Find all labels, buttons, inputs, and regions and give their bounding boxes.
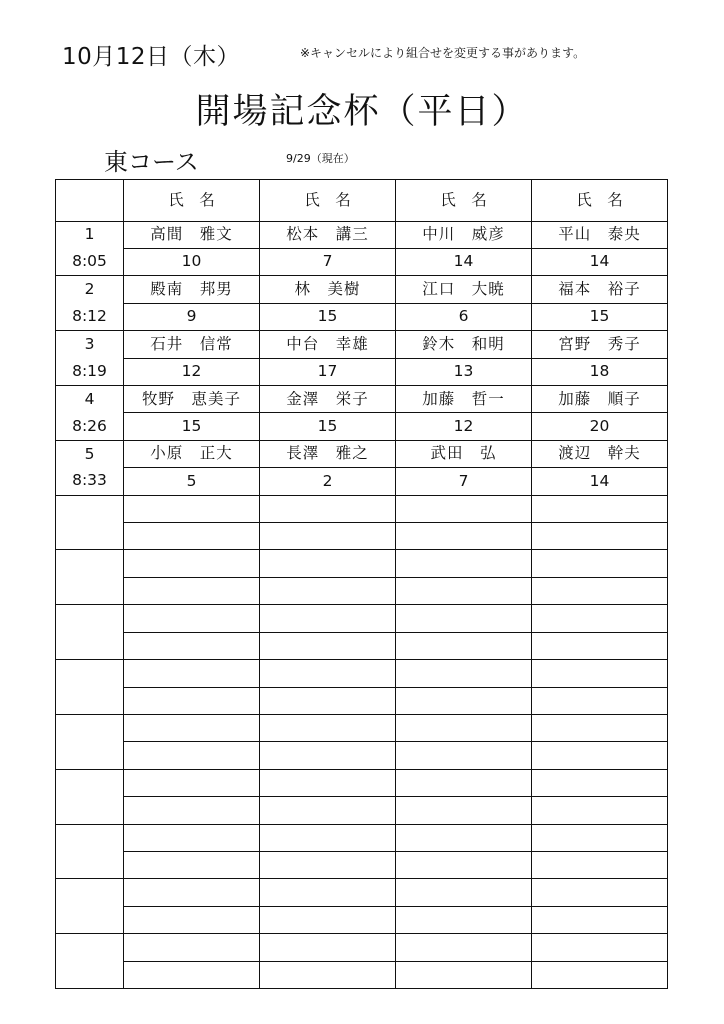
empty-player-name	[260, 824, 396, 851]
empty-player-name	[532, 824, 668, 851]
empty-player-handicap	[260, 742, 396, 769]
player-name: 牧野 恵美子	[124, 386, 260, 413]
empty-player-handicap	[260, 851, 396, 878]
empty-player-name	[396, 879, 532, 906]
empty-tee-time	[56, 851, 124, 878]
empty-tee-time	[56, 632, 124, 659]
player-name: 宮野 秀子	[532, 331, 668, 358]
group-number: 3	[56, 331, 124, 358]
player-name: 武田 弘	[396, 440, 532, 467]
group-number: 1	[56, 221, 124, 248]
empty-player-handicap	[124, 851, 260, 878]
empty-player-name	[260, 769, 396, 796]
player-name: 石井 信常	[124, 331, 260, 358]
player-handicap: 10	[124, 249, 260, 276]
empty-player-name	[532, 605, 668, 632]
empty-player-handicap	[396, 742, 532, 769]
empty-player-row	[56, 934, 668, 961]
empty-handicap-row	[56, 687, 668, 714]
empty-player-name	[260, 660, 396, 687]
empty-player-row	[56, 660, 668, 687]
player-name: 江口 大暁	[396, 276, 532, 303]
pairing-table	[55, 179, 668, 989]
empty-player-name	[260, 934, 396, 961]
empty-player-name	[260, 714, 396, 741]
empty-tee-time	[56, 577, 124, 604]
player-handicap: 15	[124, 413, 260, 440]
empty-group-number	[56, 769, 124, 796]
player-name: 中台 幸雄	[260, 331, 396, 358]
empty-player-row	[56, 495, 668, 522]
empty-player-name	[532, 714, 668, 741]
empty-player-name	[532, 769, 668, 796]
page-title: 開場記念杯（平日）	[195, 92, 529, 132]
empty-group-number	[56, 495, 124, 522]
empty-player-name	[124, 934, 260, 961]
player-handicap: 5	[124, 468, 260, 495]
empty-player-handicap	[396, 906, 532, 933]
empty-player-row	[56, 605, 668, 632]
group-number: 4	[56, 386, 124, 413]
empty-player-handicap	[124, 632, 260, 659]
player-handicap: 7	[260, 249, 396, 276]
player-handicap: 15	[532, 303, 668, 330]
player-handicap: 17	[260, 358, 396, 385]
event-date: 10月12日（木）	[62, 44, 241, 70]
player-name: 殿南 邦男	[124, 276, 260, 303]
group-handicap-row	[56, 249, 668, 276]
player-handicap: 14	[532, 468, 668, 495]
empty-player-name	[124, 605, 260, 632]
empty-player-handicap	[260, 577, 396, 604]
empty-player-name	[124, 495, 260, 522]
player-name: 林 美樹	[260, 276, 396, 303]
empty-player-name	[532, 495, 668, 522]
empty-player-handicap	[396, 851, 532, 878]
empty-player-name	[396, 495, 532, 522]
empty-player-handicap	[124, 577, 260, 604]
tee-time: 8:12	[56, 303, 124, 330]
empty-player-name	[396, 550, 532, 577]
empty-handicap-row	[56, 742, 668, 769]
empty-player-handicap	[532, 687, 668, 714]
player-handicap: 13	[396, 358, 532, 385]
empty-player-handicap	[532, 742, 668, 769]
player-name: 小原 正大	[124, 440, 260, 467]
empty-player-name	[260, 605, 396, 632]
player-handicap: 6	[396, 303, 532, 330]
empty-player-row	[56, 550, 668, 577]
player-handicap: 9	[124, 303, 260, 330]
header-corner-cell	[56, 180, 124, 222]
empty-player-handicap	[532, 961, 668, 988]
group-player-row	[56, 386, 668, 413]
column-header-name: 氏 名	[396, 180, 532, 222]
empty-handicap-row	[56, 961, 668, 988]
player-handicap: 7	[396, 468, 532, 495]
empty-player-name	[396, 714, 532, 741]
empty-player-name	[532, 550, 668, 577]
empty-player-row	[56, 879, 668, 906]
empty-player-handicap	[260, 687, 396, 714]
player-handicap: 20	[532, 413, 668, 440]
player-name: 長澤 雅之	[260, 440, 396, 467]
cancellation-note: ※キャンセルにより組合せを変更する事があります。	[300, 46, 586, 60]
course-name: 東コース	[104, 148, 199, 176]
player-handicap: 12	[124, 358, 260, 385]
empty-group-number	[56, 605, 124, 632]
empty-player-name	[260, 550, 396, 577]
empty-player-name	[532, 660, 668, 687]
player-name: 中川 威彦	[396, 221, 532, 248]
empty-player-handicap	[532, 632, 668, 659]
column-header-name: 氏 名	[532, 180, 668, 222]
empty-player-name	[396, 660, 532, 687]
empty-player-name	[124, 879, 260, 906]
tee-time: 8:33	[56, 468, 124, 495]
empty-player-handicap	[396, 687, 532, 714]
empty-player-name	[396, 605, 532, 632]
player-handicap: 2	[260, 468, 396, 495]
column-header-name: 氏 名	[124, 180, 260, 222]
empty-player-handicap	[260, 961, 396, 988]
empty-player-name	[124, 550, 260, 577]
empty-player-name	[260, 879, 396, 906]
group-handicap-row	[56, 468, 668, 495]
empty-tee-time	[56, 523, 124, 550]
empty-player-name	[260, 495, 396, 522]
empty-player-handicap	[532, 851, 668, 878]
group-player-row	[56, 276, 668, 303]
player-name: 平山 泰央	[532, 221, 668, 248]
group-number: 5	[56, 440, 124, 467]
empty-player-name	[396, 934, 532, 961]
player-name: 加藤 順子	[532, 386, 668, 413]
empty-player-handicap	[124, 906, 260, 933]
player-name: 金澤 栄子	[260, 386, 396, 413]
empty-player-handicap	[532, 906, 668, 933]
empty-player-handicap	[396, 961, 532, 988]
group-handicap-row	[56, 413, 668, 440]
empty-player-name	[396, 769, 532, 796]
tee-time: 8:19	[56, 358, 124, 385]
group-player-row	[56, 440, 668, 467]
empty-player-handicap	[396, 632, 532, 659]
tee-time: 8:05	[56, 249, 124, 276]
empty-handicap-row	[56, 577, 668, 604]
player-handicap: 18	[532, 358, 668, 385]
empty-player-handicap	[396, 577, 532, 604]
empty-player-row	[56, 824, 668, 851]
empty-tee-time	[56, 961, 124, 988]
empty-player-name	[532, 934, 668, 961]
player-name: 松本 講三	[260, 221, 396, 248]
empty-player-handicap	[124, 742, 260, 769]
empty-player-row	[56, 714, 668, 741]
empty-player-handicap	[260, 797, 396, 824]
empty-player-name	[124, 824, 260, 851]
player-handicap: 14	[396, 249, 532, 276]
empty-handicap-row	[56, 906, 668, 933]
empty-player-handicap	[260, 523, 396, 550]
player-name: 加藤 哲一	[396, 386, 532, 413]
group-handicap-row	[56, 358, 668, 385]
empty-group-number	[56, 824, 124, 851]
player-name: 高間 雅文	[124, 221, 260, 248]
tee-time: 8:26	[56, 413, 124, 440]
empty-handicap-row	[56, 632, 668, 659]
as-of-date: 9/29（現在）	[286, 152, 355, 165]
empty-player-handicap	[260, 632, 396, 659]
player-name: 鈴木 和明	[396, 331, 532, 358]
empty-player-handicap	[532, 523, 668, 550]
table-header-row	[56, 180, 668, 222]
group-player-row	[56, 331, 668, 358]
empty-player-handicap	[396, 797, 532, 824]
player-name: 渡辺 幹夫	[532, 440, 668, 467]
empty-player-name	[396, 824, 532, 851]
empty-player-name	[532, 879, 668, 906]
empty-handicap-row	[56, 851, 668, 878]
empty-player-name	[124, 769, 260, 796]
empty-tee-time	[56, 797, 124, 824]
column-header-name: 氏 名	[260, 180, 396, 222]
empty-handicap-row	[56, 523, 668, 550]
group-number: 2	[56, 276, 124, 303]
empty-group-number	[56, 714, 124, 741]
empty-player-name	[124, 714, 260, 741]
player-handicap: 15	[260, 413, 396, 440]
empty-player-handicap	[124, 523, 260, 550]
empty-player-row	[56, 769, 668, 796]
empty-group-number	[56, 934, 124, 961]
empty-player-handicap	[124, 797, 260, 824]
player-name: 福本 裕子	[532, 276, 668, 303]
empty-group-number	[56, 660, 124, 687]
empty-player-handicap	[124, 961, 260, 988]
empty-group-number	[56, 550, 124, 577]
empty-player-handicap	[124, 687, 260, 714]
group-player-row	[56, 221, 668, 248]
empty-player-handicap	[260, 906, 396, 933]
empty-tee-time	[56, 906, 124, 933]
empty-player-name	[124, 660, 260, 687]
empty-group-number	[56, 879, 124, 906]
empty-handicap-row	[56, 797, 668, 824]
player-handicap: 14	[532, 249, 668, 276]
empty-tee-time	[56, 742, 124, 769]
player-handicap: 12	[396, 413, 532, 440]
player-handicap: 15	[260, 303, 396, 330]
empty-player-handicap	[532, 797, 668, 824]
empty-player-handicap	[396, 523, 532, 550]
empty-tee-time	[56, 687, 124, 714]
group-handicap-row	[56, 303, 668, 330]
empty-player-handicap	[532, 577, 668, 604]
